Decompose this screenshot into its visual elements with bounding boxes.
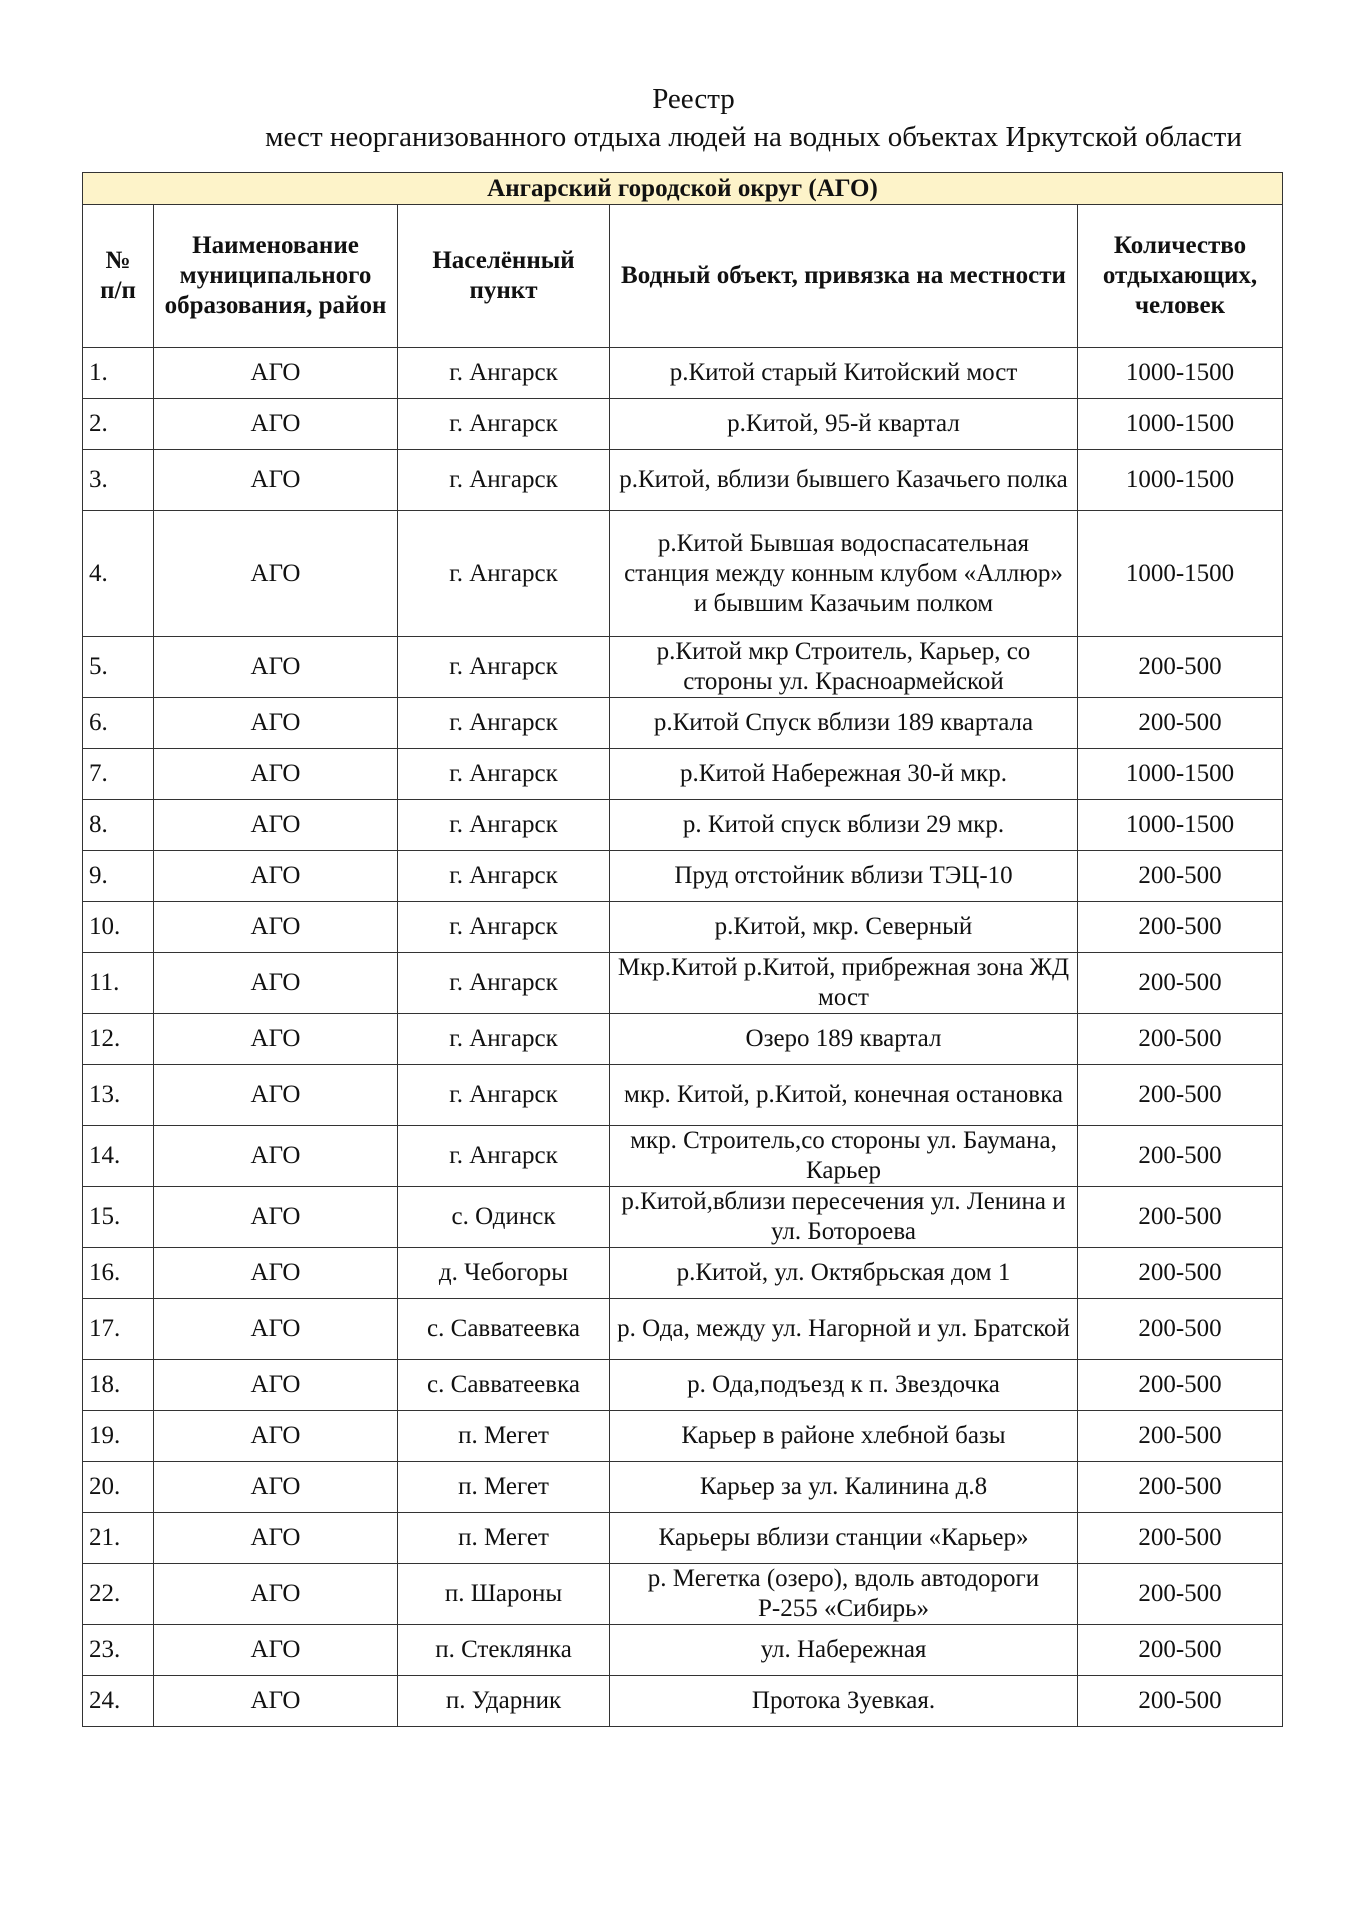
cell-locality: п. Мегет	[398, 1462, 610, 1513]
cell-number: 4.	[83, 511, 154, 637]
cell-locality: с. Савватеевка	[398, 1299, 610, 1360]
cell-water-object: Карьер в районе хлебной базы	[610, 1411, 1078, 1462]
table-row	[83, 399, 1283, 450]
cell-water-object: р.Китой, ул. Октябрьская дом 1	[610, 1248, 1078, 1299]
table-row	[83, 1676, 1283, 1727]
cell-municipality: АГО	[154, 953, 398, 1014]
table-row	[83, 1564, 1283, 1625]
cell-municipality: АГО	[154, 800, 398, 851]
cell-water-object: р. Ода, между ул. Нагорной и ул. Братской	[610, 1299, 1078, 1360]
title-line-2: мест неорганизованного отдыха людей на водных объектах Иркутской области	[265, 121, 1242, 153]
cell-locality: с. Одинск	[398, 1187, 610, 1248]
cell-locality: г. Ангарск	[398, 1014, 610, 1065]
table-row	[83, 1248, 1283, 1299]
cell-water-object: ул. Набережная	[610, 1625, 1078, 1676]
cell-water-object: р. Китой спуск вблизи 29 мкр.	[610, 800, 1078, 851]
cell-count: 1000-1500	[1078, 348, 1283, 399]
table-row	[83, 348, 1283, 399]
cell-count: 200-500	[1078, 1513, 1283, 1564]
table-row	[83, 1187, 1283, 1248]
cell-number: 8.	[83, 800, 154, 851]
cell-number: 11.	[83, 953, 154, 1014]
cell-number: 13.	[83, 1065, 154, 1126]
cell-water-object: Карьеры вблизи станции «Карьер»	[610, 1513, 1078, 1564]
cell-water-object: р.Китой старый Китойский мост	[610, 348, 1078, 399]
cell-count: 1000-1500	[1078, 450, 1283, 511]
table-row	[83, 1360, 1283, 1411]
cell-locality: г. Ангарск	[398, 348, 610, 399]
cell-number: 3.	[83, 450, 154, 511]
cell-locality: г. Ангарск	[398, 800, 610, 851]
cell-water-object: р. Мегетка (озеро), вдоль автодороги Р-255 «Сибирь»	[610, 1564, 1078, 1625]
table-row	[83, 1126, 1283, 1187]
cell-municipality: АГО	[154, 399, 398, 450]
table-row	[83, 1462, 1283, 1513]
cell-locality: г. Ангарск	[398, 637, 610, 698]
cell-municipality: АГО	[154, 1299, 398, 1360]
cell-locality: п. Ударник	[398, 1676, 610, 1727]
cell-number: 1.	[83, 348, 154, 399]
cell-count: 200-500	[1078, 1126, 1283, 1187]
cell-locality: п. Мегет	[398, 1513, 610, 1564]
header-number-abbrev: п/п	[100, 277, 136, 304]
cell-locality: г. Ангарск	[398, 953, 610, 1014]
cell-count: 200-500	[1078, 1625, 1283, 1676]
cell-count: 200-500	[1078, 1014, 1283, 1065]
cell-municipality: АГО	[154, 450, 398, 511]
table-row	[83, 749, 1283, 800]
cell-water-object: Карьер за ул. Калинина д.8	[610, 1462, 1078, 1513]
cell-municipality: АГО	[154, 1065, 398, 1126]
cell-locality: г. Ангарск	[398, 399, 610, 450]
cell-locality: д. Чебогоры	[398, 1248, 610, 1299]
registry-table	[82, 172, 1283, 1727]
cell-count: 200-500	[1078, 698, 1283, 749]
cell-count: 1000-1500	[1078, 800, 1283, 851]
cell-number: 2.	[83, 399, 154, 450]
cell-municipality: АГО	[154, 348, 398, 399]
cell-locality: г. Ангарск	[398, 511, 610, 637]
table-row	[83, 511, 1283, 637]
cell-municipality: АГО	[154, 1625, 398, 1676]
cell-locality: г. Ангарск	[398, 450, 610, 511]
cell-number: 15.	[83, 1187, 154, 1248]
cell-water-object: р.Китой Набережная 30-й мкр.	[610, 749, 1078, 800]
region-header-row	[83, 173, 1283, 205]
cell-municipality: АГО	[154, 1411, 398, 1462]
cell-number: 23.	[83, 1625, 154, 1676]
cell-water-object: р.Китой мкр Строитель, Карьер, со стороны ул. Красноармейской	[610, 637, 1078, 698]
header-locality: Населённый пункт	[398, 205, 610, 348]
table-row	[83, 450, 1283, 511]
table-row	[83, 1299, 1283, 1360]
header-water-object: Водный объект, привязка на местности	[610, 205, 1078, 348]
cell-locality: г. Ангарск	[398, 749, 610, 800]
document-title	[0, 80, 1357, 156]
table-row	[83, 851, 1283, 902]
cell-count: 1000-1500	[1078, 399, 1283, 450]
table-row	[83, 902, 1283, 953]
cell-locality: п. Мегет	[398, 1411, 610, 1462]
cell-water-object: Пруд отстойник вблизи ТЭЦ-10	[610, 851, 1078, 902]
cell-water-object: р. Ода,подъезд к п. Звездочка	[610, 1360, 1078, 1411]
table-body	[83, 348, 1283, 1727]
cell-municipality: АГО	[154, 902, 398, 953]
cell-water-object: р.Китой Спуск вблизи 189 квартала	[610, 698, 1078, 749]
cell-municipality: АГО	[154, 1676, 398, 1727]
table-row	[83, 800, 1283, 851]
cell-locality: п. Стеклянка	[398, 1625, 610, 1676]
cell-number: 22.	[83, 1564, 154, 1625]
table-row	[83, 1065, 1283, 1126]
cell-water-object: Мкр.Китой р.Китой, прибрежная зона ЖД мост	[610, 953, 1078, 1014]
column-header-row	[83, 205, 1283, 348]
cell-municipality: АГО	[154, 1564, 398, 1625]
cell-municipality: АГО	[154, 749, 398, 800]
cell-municipality: АГО	[154, 1248, 398, 1299]
cell-count: 200-500	[1078, 902, 1283, 953]
region-title: Ангарский городской округ (АГО)	[83, 173, 1283, 205]
cell-count: 200-500	[1078, 851, 1283, 902]
cell-municipality: АГО	[154, 637, 398, 698]
cell-count: 200-500	[1078, 637, 1283, 698]
table-row	[83, 1411, 1283, 1462]
cell-number: 7.	[83, 749, 154, 800]
cell-count: 200-500	[1078, 1187, 1283, 1248]
cell-count: 200-500	[1078, 1676, 1283, 1727]
cell-number: 14.	[83, 1126, 154, 1187]
cell-water-object: мкр. Китой, р.Китой, конечная остановка	[610, 1065, 1078, 1126]
cell-municipality: АГО	[154, 1360, 398, 1411]
cell-count: 200-500	[1078, 1462, 1283, 1513]
cell-locality: с. Савватеевка	[398, 1360, 610, 1411]
header-municipality: Наименование муниципального образования, район	[154, 205, 398, 348]
table-row	[83, 1625, 1283, 1676]
cell-count: 200-500	[1078, 1065, 1283, 1126]
cell-number: 19.	[83, 1411, 154, 1462]
cell-number: 24.	[83, 1676, 154, 1727]
cell-water-object: Протока Зуевкая.	[610, 1676, 1078, 1727]
cell-water-object: мкр. Строитель,со стороны ул. Баумана, Карьер	[610, 1126, 1078, 1187]
cell-locality: п. Шароны	[398, 1564, 610, 1625]
cell-count: 200-500	[1078, 953, 1283, 1014]
table-row	[83, 953, 1283, 1014]
cell-locality: г. Ангарск	[398, 1065, 610, 1126]
cell-count: 200-500	[1078, 1360, 1283, 1411]
cell-count: 200-500	[1078, 1248, 1283, 1299]
cell-number: 5.	[83, 637, 154, 698]
header-count: Количество отдыхающих, человек	[1078, 205, 1283, 348]
header-number-symbol: №	[105, 247, 131, 274]
cell-number: 12.	[83, 1014, 154, 1065]
cell-water-object: р.Китой, 95-й квартал	[610, 399, 1078, 450]
cell-count: 1000-1500	[1078, 511, 1283, 637]
cell-number: 9.	[83, 851, 154, 902]
cell-locality: г. Ангарск	[398, 1126, 610, 1187]
table-row	[83, 1513, 1283, 1564]
cell-count: 200-500	[1078, 1411, 1283, 1462]
cell-number: 16.	[83, 1248, 154, 1299]
cell-number: 6.	[83, 698, 154, 749]
cell-municipality: АГО	[154, 1126, 398, 1187]
cell-municipality: АГО	[154, 851, 398, 902]
cell-municipality: АГО	[154, 1513, 398, 1564]
cell-municipality: АГО	[154, 1014, 398, 1065]
cell-locality: г. Ангарск	[398, 698, 610, 749]
table-row	[83, 698, 1283, 749]
cell-municipality: АГО	[154, 511, 398, 637]
cell-number: 10.	[83, 902, 154, 953]
cell-water-object: р.Китой, мкр. Северный	[610, 902, 1078, 953]
cell-count: 200-500	[1078, 1299, 1283, 1360]
cell-number: 18.	[83, 1360, 154, 1411]
cell-municipality: АГО	[154, 1462, 398, 1513]
cell-water-object: Озеро 189 квартал	[610, 1014, 1078, 1065]
cell-municipality: АГО	[154, 698, 398, 749]
cell-number: 17.	[83, 1299, 154, 1360]
cell-water-object: р.Китой,вблизи пересечения ул. Ленина и ул. Ботороева	[610, 1187, 1078, 1248]
cell-water-object: р.Китой Бывшая водоспасательная станция между конным клубом «Аллюр» и бывшим Казачьим полком	[610, 511, 1078, 637]
cell-number: 21.	[83, 1513, 154, 1564]
cell-water-object: р.Китой, вблизи бывшего Казачьего полка	[610, 450, 1078, 511]
cell-number: 20.	[83, 1462, 154, 1513]
cell-count: 200-500	[1078, 1564, 1283, 1625]
table-row	[83, 1014, 1283, 1065]
cell-count: 1000-1500	[1078, 749, 1283, 800]
cell-municipality: АГО	[154, 1187, 398, 1248]
cell-locality: г. Ангарск	[398, 851, 610, 902]
header-number	[83, 205, 154, 348]
cell-locality: г. Ангарск	[398, 902, 610, 953]
table-row	[83, 637, 1283, 698]
title-line-1: Реестр	[652, 83, 735, 115]
